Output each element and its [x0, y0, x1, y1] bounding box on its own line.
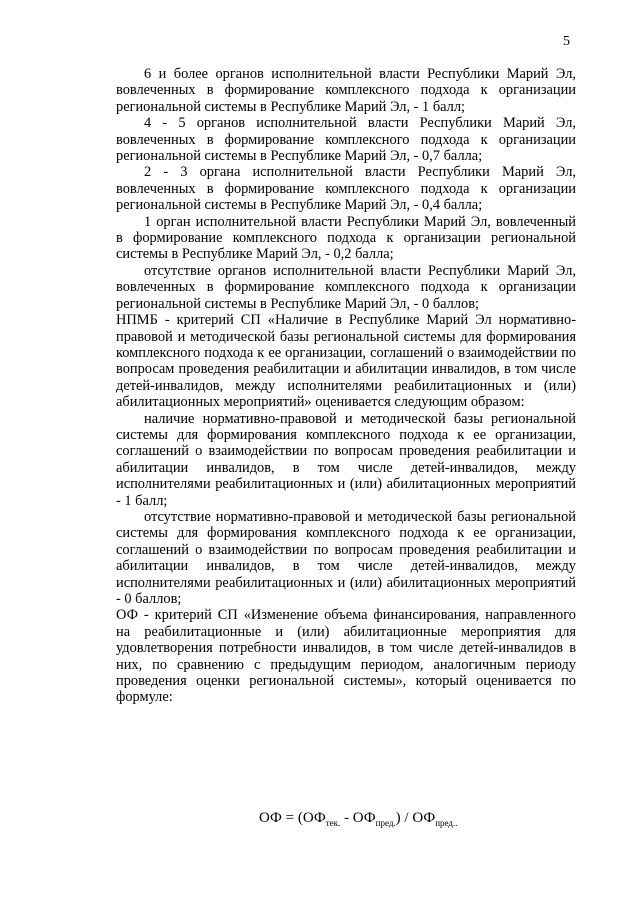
formula-div: ) / ОФ — [395, 810, 436, 826]
page-number: 5 — [563, 34, 570, 49]
paragraph-npmb-present: наличие нормативно-правовой и методической базы региональной системы для формирования комплексного подхода к ее организации, соглашений о взаимодействии по вопросам проведения реабилитации и абилитации инвалидов, в том числе детей-инвалидов, между исполнителями реабилитационных и (или) абилитационных мероприятий - 1 балл; — [116, 410, 576, 509]
paragraph-npmb-definition: НПМБ - критерий СП «Наличие в Республике Марий Эл нормативно-правовой и методической базы региональной системы для формирования комплексного подхода к ее организации, соглашений о взаимодействии по вопросам проведения реабилитации и абилитации инвалидов, в том числе детей-инвалидов, между исполнителями реабилитационных и (или) абилитационных мероприятий» оценивается следующим образом: — [116, 312, 576, 411]
formula-mid: - ОФ — [340, 810, 376, 826]
paragraph-criterion-6-plus: 6 и более органов исполнительной власти Республики Марий Эл, вовлеченных в формирование комплексного подхода к организации региональной системы в Республике Марий Эл, - 1 балл; — [116, 66, 576, 115]
formula-sub-previous: пред. — [375, 818, 396, 828]
paragraph-criterion-2-3: 2 - 3 органа исполнительной власти Республики Марий Эл, вовлеченных в формирование комплексного подхода к организации региональной системы в Республике Марий Эл, - 0,4 балла; — [116, 164, 576, 214]
paragraph-criterion-1: 1 орган исполнительной власти Республики Марий Эл, вовлеченный в формирование комплексного подхода к организации региональной системы в Республике Марий Эл, - 0,2 балла; — [116, 213, 576, 263]
paragraph-of-definition: ОФ - критерий СП «Изменение объема финансирования, направленного на реабилитационные и (или) абилитационные мероприятия для удовлетворения потребности инвалидов, в том числе детей-инвалидов в них, по сравнению с предыдущим периодом, аналогичным периоду проведения оценки региональной системы», который оценивается по формуле: — [116, 607, 576, 706]
paragraph-npmb-absent: отсутствие нормативно-правовой и методической базы региональной системы для формирования комплексного подхода к ее организации, соглашений о взаимодействии по вопросам проведения реабилитации и абилитации инвалидов, в том числе детей-инвалидов, между исполнителями реабилитационных и (или) абилитационных мероприятий - 0 баллов; — [116, 508, 576, 607]
formula-of — [259, 810, 457, 828]
paragraph-criterion-4-5: 4 - 5 органов исполнительной власти Республики Марий Эл, вовлеченных в формирование комплексного подхода к организации региональной системы в Республике Марий Эл, - 0,7 балла; — [116, 115, 576, 165]
paragraph-criterion-none: отсутствие органов исполнительной власти Республики Марий Эл, вовлеченных в формирование комплексного подхода к организации региональной системы в Республике Марий Эл, - 0 баллов; — [116, 262, 576, 312]
formula-sub-current: тек. — [325, 818, 341, 828]
formula-lhs: ОФ = (ОФ — [259, 810, 326, 826]
formula-sub-previous-denominator: пред.. — [435, 818, 458, 828]
document-body — [116, 66, 576, 706]
